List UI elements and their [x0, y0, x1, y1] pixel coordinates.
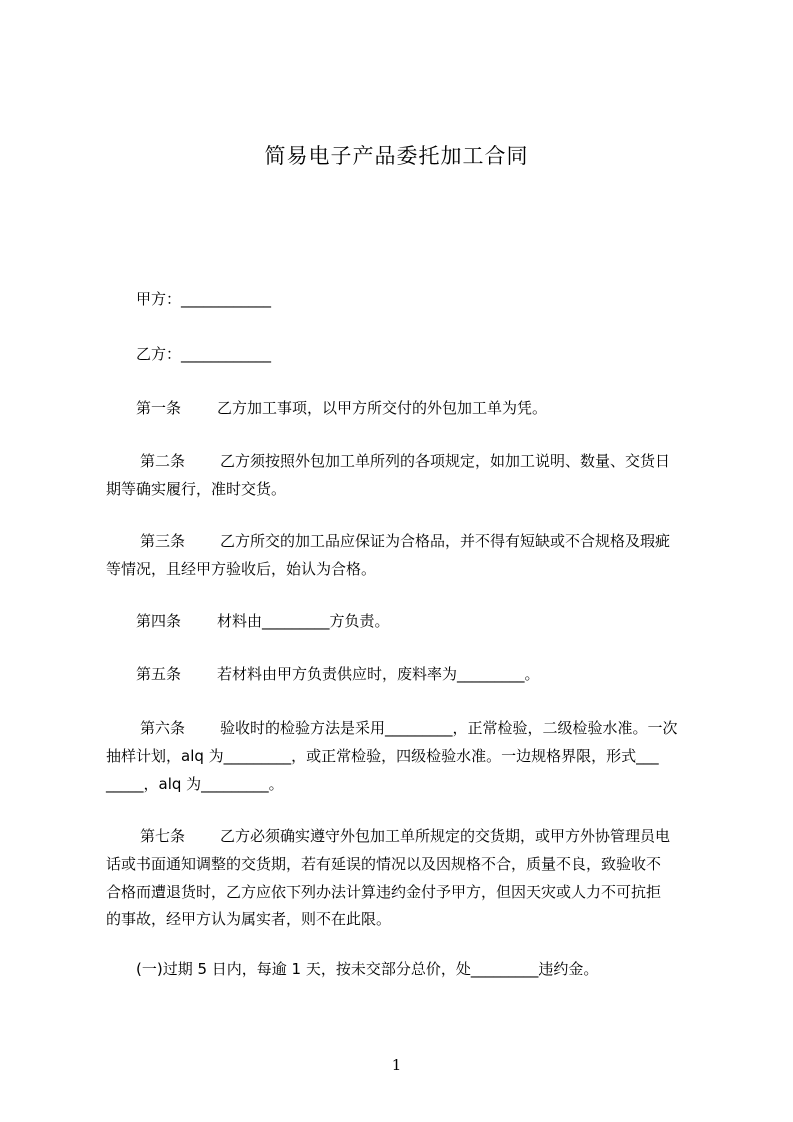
page-number: 1 — [391, 1056, 402, 1074]
article-6-line-2: 抽样计划，alq 为_________，或正常检验，四级检验水准。一边规格界限，形式___ — [106, 747, 659, 765]
article-3-line-2: 等情况，且经甲方验收后，始认为合格。 — [106, 560, 377, 578]
party-b-line: 乙方：____________ — [136, 345, 272, 363]
clause-item-1: (一)过期 5 日内，每逾 1 天，按未交部分总价，处_________违约金。 — [136, 960, 599, 978]
article-2-line-1: 乙方须按照外包加工单所列的各项规定，如加工说明、数量、交货日 — [220, 452, 671, 470]
article-4-label: 第四条 — [136, 612, 182, 630]
article-1-text: 乙方加工事项，以甲方所交付的外包加工单为凭。 — [217, 399, 548, 417]
article-5-label: 第五条 — [136, 665, 182, 683]
article-6-line-1: 验收时的检验方法是采用_________，正常检验，二级检验水准。一次 — [220, 719, 678, 737]
article-2-label: 第二条 — [140, 452, 186, 470]
article-7-line-4: 的事故，经甲方认为属实者，则不在此限。 — [106, 910, 392, 928]
article-5-text: 若材料由甲方负责供应时，废料率为_________。 — [217, 665, 540, 683]
article-6-label: 第六条 — [140, 719, 186, 737]
article-3-line-1: 乙方所交的加工品应保证为合格品，并不得有短缺或不合规格及瑕疵 — [220, 532, 671, 550]
article-7-line-1: 乙方必须确实遵守外包加工单所规定的交货期，或甲方外协管理员电 — [220, 827, 671, 845]
party-a-line: 甲方：____________ — [136, 290, 272, 308]
article-1-label: 第一条 — [136, 399, 182, 417]
article-7-line-3: 合格而遭退货时，乙方应依下列办法计算违约金付予甲方，但因天灾或人力不可抗拒 — [106, 883, 662, 901]
article-3-label: 第三条 — [140, 532, 186, 550]
article-4-text: 材料由_________方负责。 — [217, 612, 390, 630]
article-7-label: 第七条 — [140, 827, 186, 845]
article-7-line-2: 话或书面通知调整的交货期，若有延误的情况以及因规格不合，质量不良，致验收不 — [106, 855, 662, 873]
document-title: 简易电子产品委托加工合同 — [264, 144, 529, 168]
article-2-line-2: 期等确实履行，准时交货。 — [106, 480, 287, 498]
article-6-line-3: _____，alq 为_________。 — [106, 775, 284, 793]
